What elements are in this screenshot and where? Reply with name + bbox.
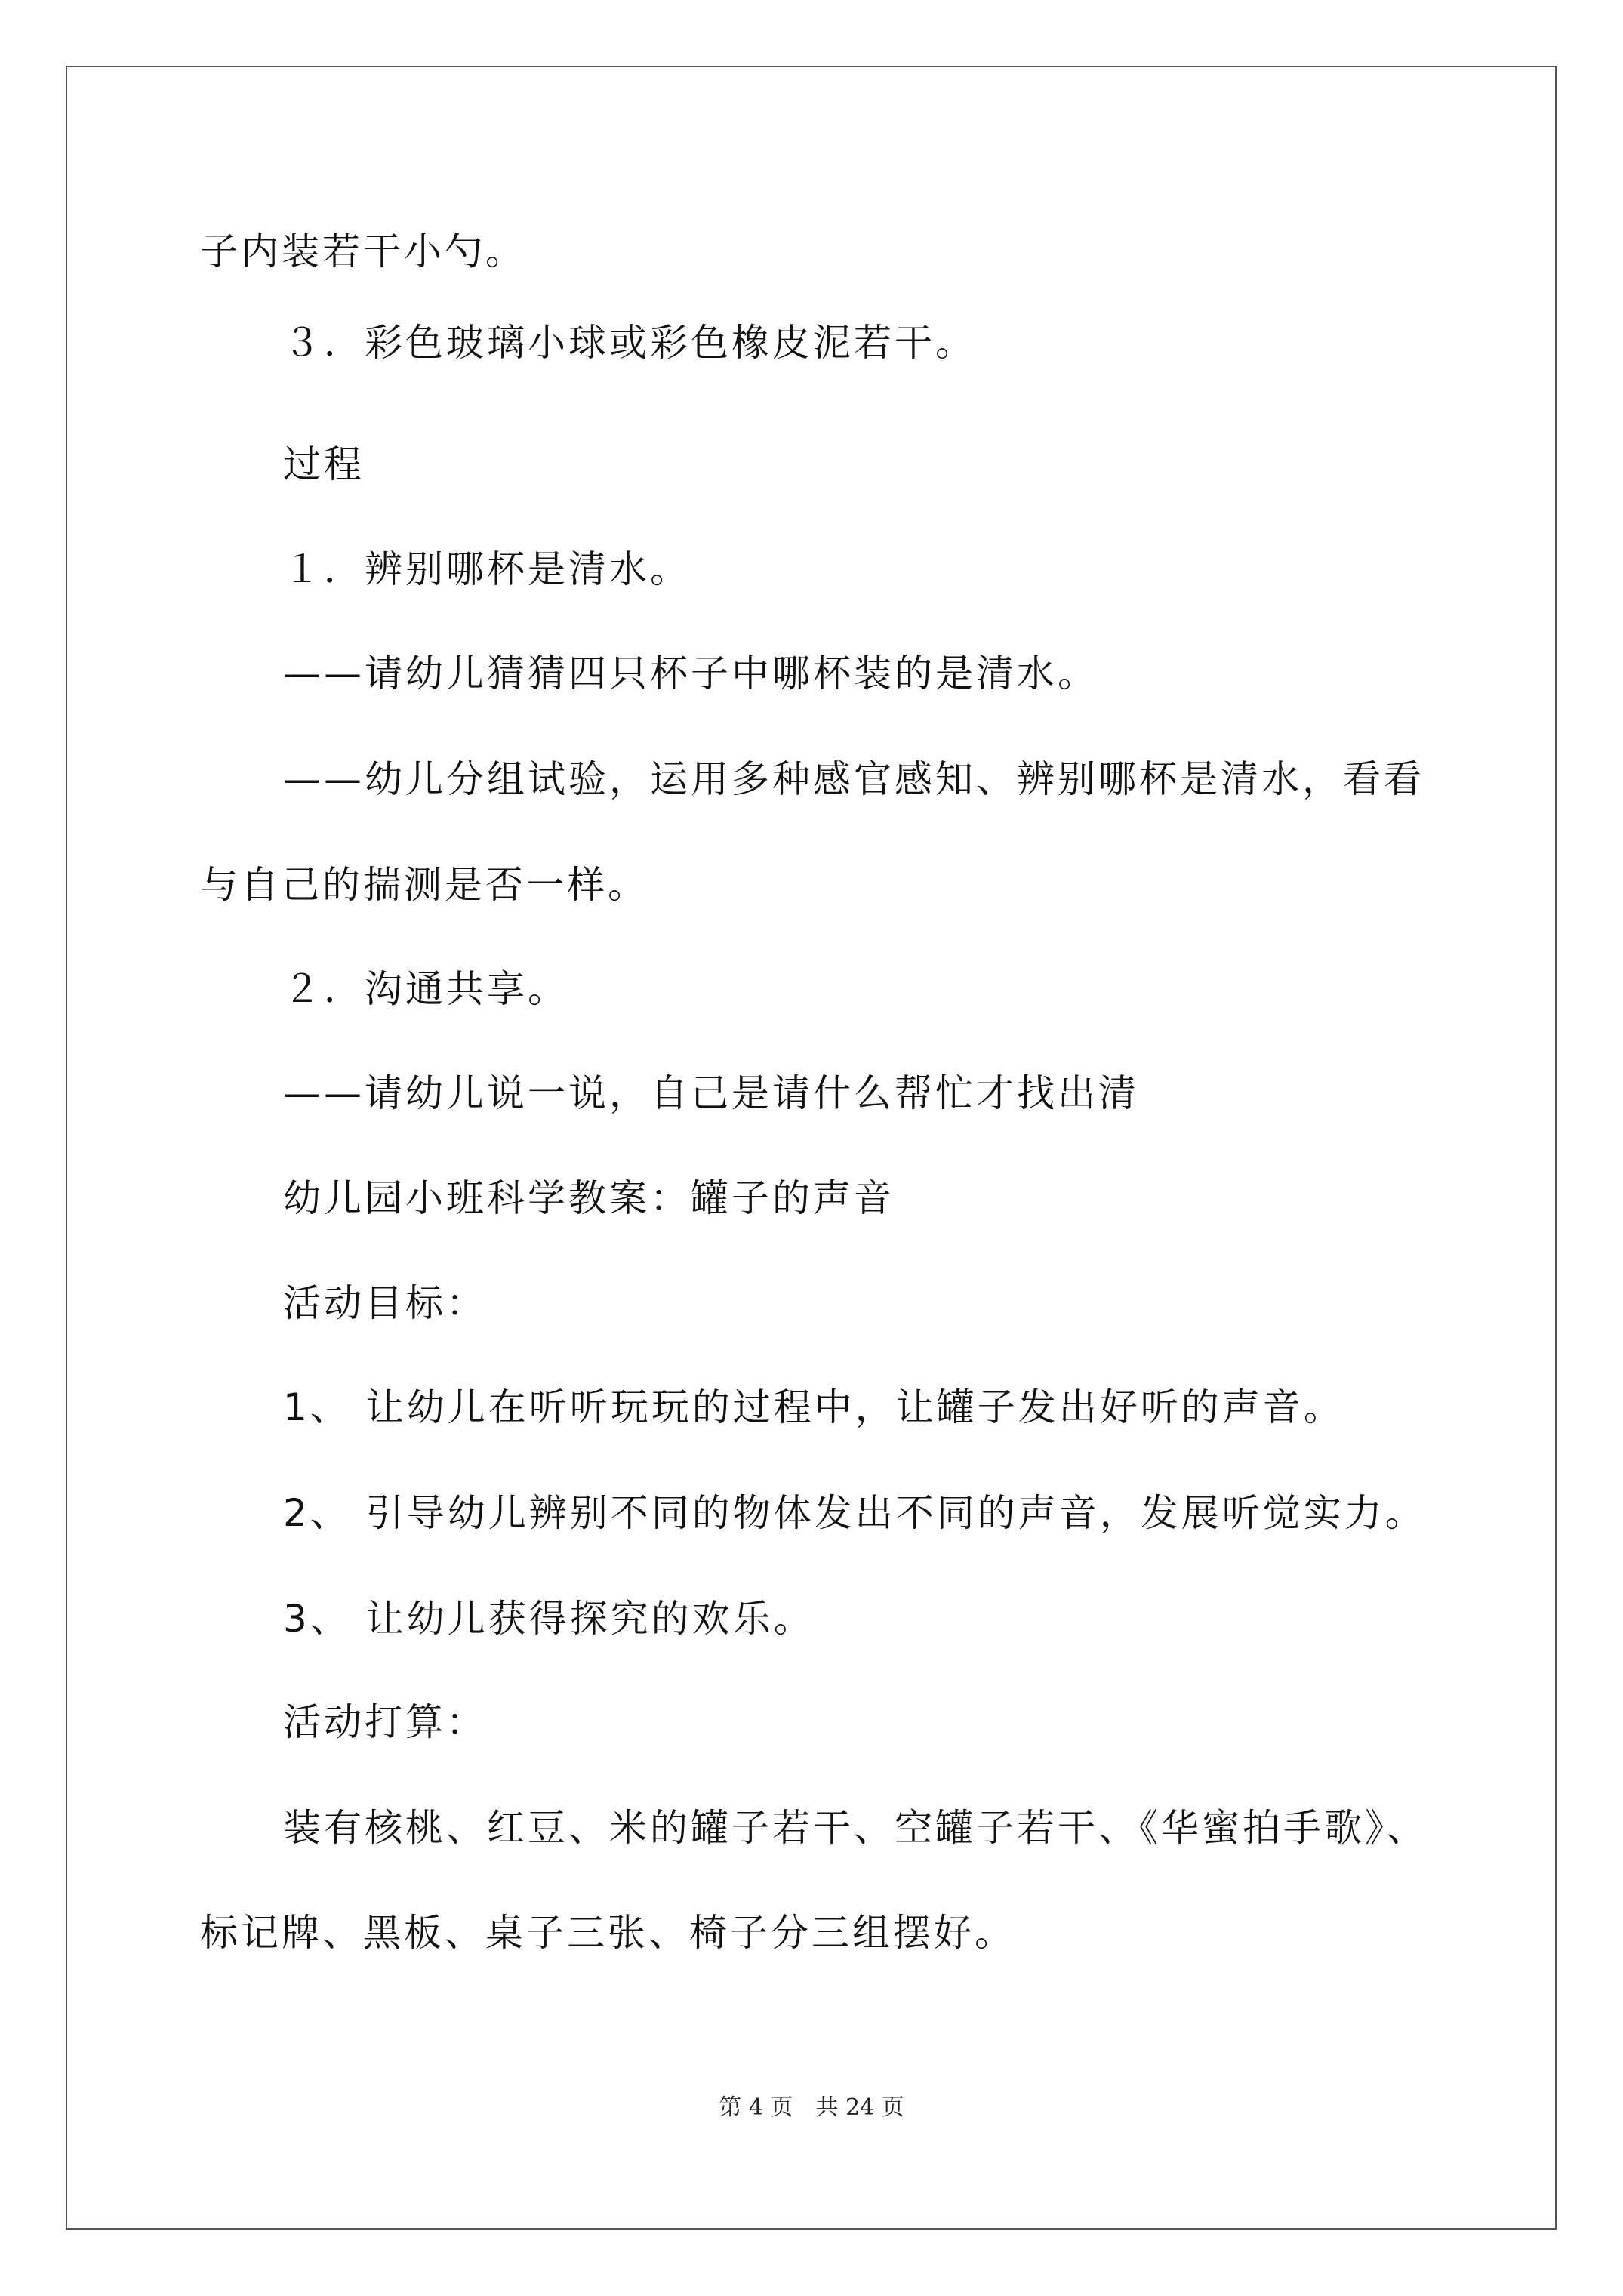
text-line: ——请幼儿猜猜四只杯子中哪杯装的是清水。 xyxy=(283,652,1098,695)
text-line: 子内装若干小勺。 xyxy=(200,230,526,273)
text-line: 与自己的揣测是否一样。 xyxy=(200,863,648,907)
text-line: 装有核桃、红豆、米的罐子若干、空罐子若干、《华蜜拍手歌》、 xyxy=(283,1806,1427,1850)
text-line: ２．沟通共享。 xyxy=(283,967,568,1011)
text-line: 1、 让幼儿在听听玩玩的过程中，让罐子发出好听的声音。 xyxy=(283,1385,1344,1429)
text-line: 2、 引导幼儿辨别不同的物体发出不同的声音，发展听觉实力。 xyxy=(283,1491,1426,1535)
page-border xyxy=(66,66,1557,2230)
text-line: 过程 xyxy=(283,442,365,486)
text-line: 3、 让幼儿获得探究的欢乐。 xyxy=(283,1597,815,1641)
text-line: 标记牌、黑板、桌子三张、椅子分三组摆好。 xyxy=(200,1911,1015,1955)
text-line: 活动目标： xyxy=(283,1281,487,1325)
page-number: 第 4 页 共 24 页 xyxy=(719,2094,904,2121)
text-line: １．辨别哪杯是清水。 xyxy=(283,547,691,591)
text-line: ——请幼儿说一说，自己是请什么帮忙才找出清 xyxy=(283,1071,1139,1115)
text-line: ——幼儿分组试验，运用多种感官感知、辨别哪杯是清水，看看 xyxy=(283,757,1424,801)
text-line: 活动打算： xyxy=(283,1700,487,1744)
section-title: 幼儿园小班科学教案：罐子的声音 xyxy=(283,1176,895,1220)
text-line: ３．彩色玻璃小球或彩色橡皮泥若干。 xyxy=(283,321,976,365)
